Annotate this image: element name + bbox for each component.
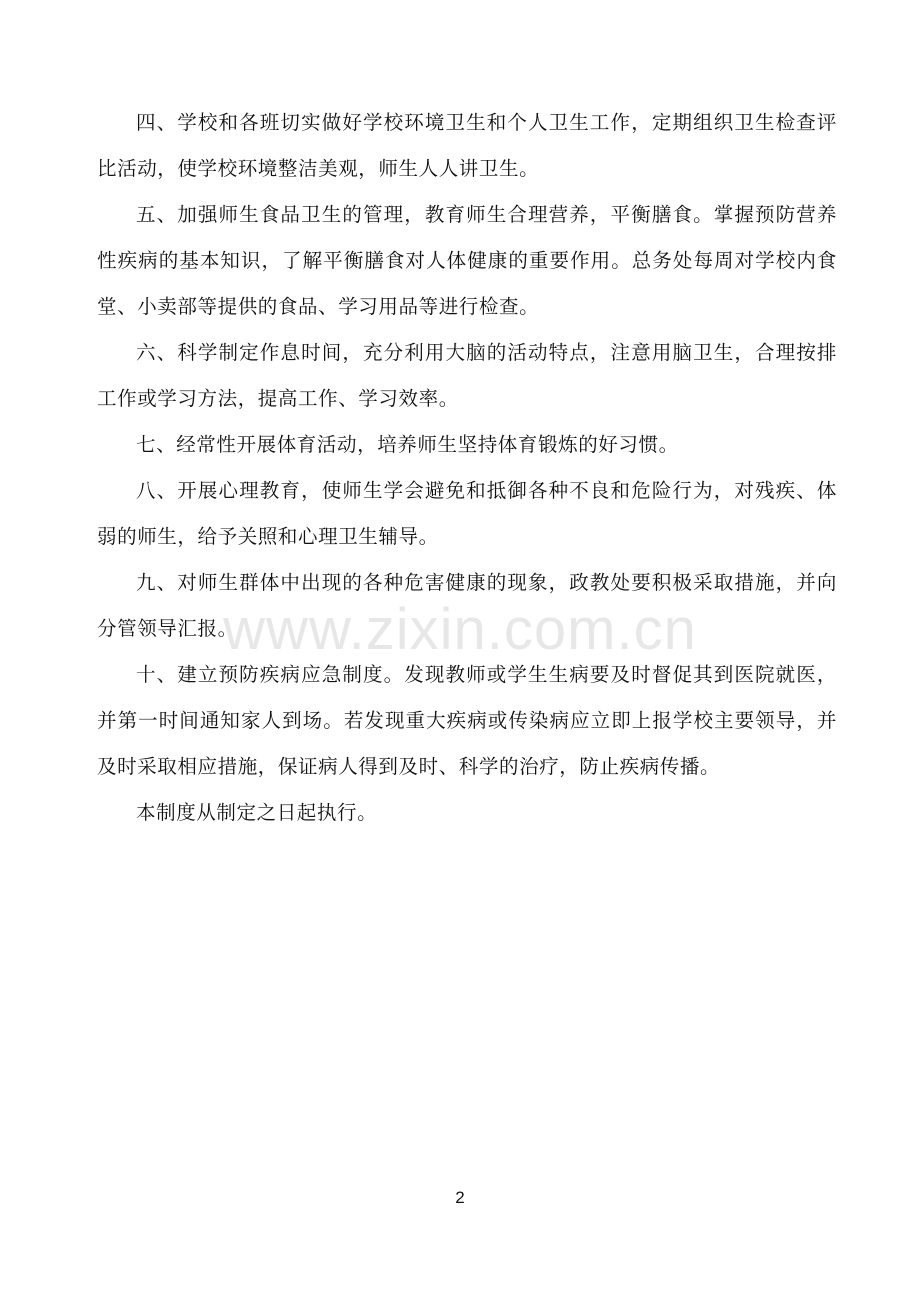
paragraph-item-7: 七、经常性开展体育活动，培养师生坚持体育锻炼的好习惯。 <box>136 433 679 456</box>
paragraph-item-8: 八、开展心理教育，使师生学会避免和抵御各种不良和危险行为，对残疾、体弱的师生，给予关照和心理卫生辅导。 <box>97 479 837 548</box>
paragraph-item-9: 九、对师生群体中出现的各种危害健康的现象，政教处要积极采取措施，并向分管领导汇报。 <box>97 571 837 640</box>
paragraph-item-4: 四、学校和各班切实做好学校环境卫生和个人卫生工作，定期组织卫生检查评比活动，使学校环境整洁美观，师生人人讲卫生。 <box>97 111 837 180</box>
closing-statement: 本制度从制定之日起执行。 <box>136 801 378 824</box>
document-body <box>97 100 837 836</box>
page-number: 2 <box>455 1188 465 1207</box>
watermark: www.zixin.com.cn <box>223 597 697 662</box>
paragraph-item-6: 六、科学制定作息时间，充分利用大脑的活动特点，注意用脑卫生，合理按排工作或学习方法，提高工作、学习效率。 <box>97 341 837 410</box>
paragraph-item-10: 十、建立预防疾病应急制度。发现教师或学生生病要及时督促其到医院就医，并第一时间通知家人到场。若发现重大疾病或传染病应立即上报学校主要领导，并及时采取相应措施，保证病人得到及时、科学的治疗，防止疾病传播。 <box>97 663 837 778</box>
paragraph-item-5: 五、加强师生食品卫生的管理，教育师生合理营养，平衡膳食。掌握预防营养性疾病的基本知识，了解平衡膳食对人体健康的重要作用。总务处每周对学校内食堂、小卖部等提供的食品、学习用品等进行检查。 <box>97 203 837 318</box>
